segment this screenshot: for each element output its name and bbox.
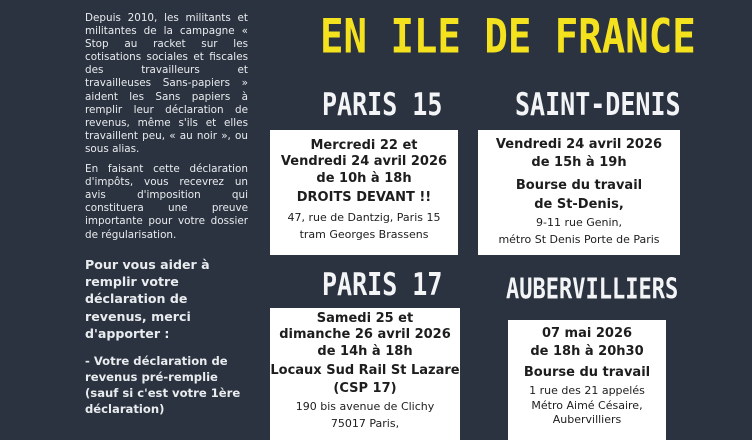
card-date: Samedi 25 et: [316, 311, 414, 326]
card-date: 07 mai 2026: [541, 326, 633, 341]
card-venue: Locaux Sud Rail St Lazare: [270, 363, 460, 378]
city-heading-paris17: PARIS 17: [322, 266, 443, 303]
card-hours: de 15h à 19h: [531, 155, 627, 170]
card-venue: Bourse du travail: [523, 365, 651, 380]
card-hours: de 14h à 18h: [317, 344, 413, 359]
card-address: 9-11 rue Genin,: [535, 216, 622, 229]
city-heading-aubervilliers: AUBERVILLIERS: [506, 274, 679, 307]
city-heading-paris15: PARIS 15: [322, 86, 443, 123]
document-list-item: - Votre déclaration de revenus pré-remplie (sauf si c'est votre 1ère déclaration): [85, 353, 241, 416]
location-card-saint-denis: [478, 130, 680, 255]
card-venue: de St-Denis,: [534, 197, 624, 212]
card-date: dimanche 26 avril 2026: [279, 327, 451, 342]
intro-paragraph-2: En faisant cette déclaration d'impôts, vous recevrez un avis d'imposition qui constituera une preuve importante pour votre dossier de régularisation.: [85, 163, 248, 241]
location-card-aubervilliers: [508, 320, 666, 440]
left-column: [85, 12, 248, 417]
card-address: 190 bis avenue de Clichy: [295, 400, 435, 413]
card-date: Vendredi 24 avril 2026: [495, 137, 663, 152]
card-transport: Métro Aimé Césaire,: [531, 399, 643, 412]
intro-paragraph: Depuis 2010, les militants et militantes de la campagne « Stop au racket sur les cotisations sociales et fiscales des travailleurs et travailleuses Sans-papiers » aident les Sans papiers à remplir leur déclaration de revenus, même s'ils et elles travaillent peu, « au noir », ou sous alias.: [85, 12, 248, 155]
main-title: EN ILE DE FRANCE: [320, 10, 696, 65]
card-transport: métro St Denis Porte de Paris: [498, 233, 660, 246]
card-date: Vendredi 24 avril 2026: [280, 154, 448, 169]
card-venue: (CSP 17): [333, 381, 397, 396]
card-town: Aubervilliers: [552, 413, 622, 426]
card-address: 75017 Paris,: [330, 417, 400, 430]
city-heading-saint-denis: SAINT-DENIS: [515, 86, 681, 123]
card-date: Mercredi 22 et: [310, 138, 418, 153]
card-hours: de 10h à 18h: [316, 171, 412, 186]
location-card-paris15: [270, 130, 458, 255]
card-venue: Bourse du travail: [515, 178, 643, 193]
card-venue: DROITS DEVANT !!: [296, 190, 432, 205]
card-transport: tram Georges Brassens: [299, 228, 429, 241]
card-address: 1 rue des 21 appelés: [529, 384, 645, 397]
help-heading: Pour vous aider à remplir votre déclaration de revenus, merci d'apporter :: [85, 256, 210, 342]
location-card-paris17: [270, 308, 460, 440]
card-address: 47, rue de Dantzig, Paris 15: [287, 211, 441, 224]
card-hours: de 18h à 20h30: [530, 344, 644, 359]
